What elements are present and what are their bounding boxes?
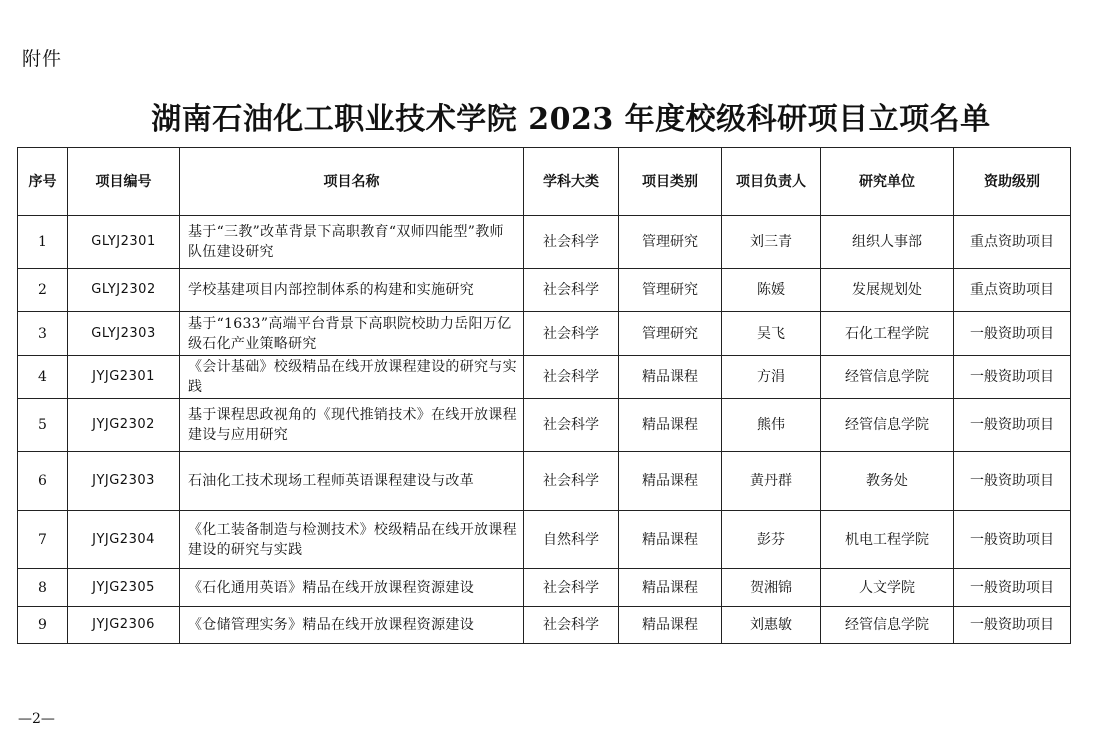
cell-code: GLYJ2301 <box>68 216 180 269</box>
cell-leader: 刘三青 <box>722 216 821 269</box>
cell-level: 一般资助项目 <box>954 607 1071 644</box>
cell-code: JYJG2302 <box>68 399 180 452</box>
cell-unit: 石化工程学院 <box>821 312 954 356</box>
cell-category: 精品课程 <box>619 511 722 569</box>
cell-leader: 吴飞 <box>722 312 821 356</box>
header-discipline: 学科大类 <box>524 148 619 216</box>
table-row <box>18 356 1071 399</box>
table-row <box>18 312 1071 356</box>
cell-no: 5 <box>18 399 68 452</box>
table-row <box>18 216 1071 269</box>
cell-discipline: 社会科学 <box>524 312 619 356</box>
cell-category: 管理研究 <box>619 216 722 269</box>
cell-no: 1 <box>18 216 68 269</box>
cell-no: 3 <box>18 312 68 356</box>
header-name: 项目名称 <box>180 148 524 216</box>
cell-no: 8 <box>18 569 68 607</box>
cell-code: GLYJ2302 <box>68 269 180 312</box>
cell-unit: 教务处 <box>821 452 954 511</box>
cell-level: 重点资助项目 <box>954 216 1071 269</box>
cell-leader: 贺湘锦 <box>722 569 821 607</box>
cell-name: 《仓储管理实务》精品在线开放课程资源建设 <box>180 607 524 644</box>
cell-unit: 经管信息学院 <box>821 356 954 399</box>
table-row <box>18 569 1071 607</box>
header-level: 资助级别 <box>954 148 1071 216</box>
cell-level: 一般资助项目 <box>954 356 1071 399</box>
cell-discipline: 社会科学 <box>524 356 619 399</box>
cell-level: 一般资助项目 <box>954 511 1071 569</box>
cell-no: 2 <box>18 269 68 312</box>
header-leader: 项目负责人 <box>722 148 821 216</box>
cell-unit: 组织人事部 <box>821 216 954 269</box>
cell-name: 基于课程思政视角的《现代推销技术》在线开放课程建设与应用研究 <box>180 399 524 452</box>
cell-no: 7 <box>18 511 68 569</box>
cell-name: 基于“三教”改革背景下高职教育“双师四能型”教师队伍建设研究 <box>180 216 524 269</box>
cell-leader: 黄丹群 <box>722 452 821 511</box>
cell-code: GLYJ2303 <box>68 312 180 356</box>
header-unit: 研究单位 <box>821 148 954 216</box>
cell-category: 精品课程 <box>619 356 722 399</box>
cell-category: 管理研究 <box>619 269 722 312</box>
cell-name: 基于“1633”高端平台背景下高职院校助力岳阳万亿级石化产业策略研究 <box>180 312 524 356</box>
cell-name: 《石化通用英语》精品在线开放课程资源建设 <box>180 569 524 607</box>
project-list-table <box>17 147 1071 644</box>
cell-code: JYJG2301 <box>68 356 180 399</box>
cell-code: JYJG2303 <box>68 452 180 511</box>
cell-level: 一般资助项目 <box>954 312 1071 356</box>
cell-discipline: 社会科学 <box>524 269 619 312</box>
attachment-label: 附件 <box>22 48 63 70</box>
cell-leader: 陈媛 <box>722 269 821 312</box>
page-title: 湖南石油化工职业技术学院 2023 年度校级科研项目立项名单 <box>151 102 991 137</box>
cell-discipline: 社会科学 <box>524 216 619 269</box>
cell-category: 精品课程 <box>619 399 722 452</box>
cell-no: 4 <box>18 356 68 399</box>
table-row <box>18 452 1071 511</box>
cell-code: JYJG2305 <box>68 569 180 607</box>
cell-discipline: 社会科学 <box>524 569 619 607</box>
cell-level: 一般资助项目 <box>954 399 1071 452</box>
cell-unit: 人文学院 <box>821 569 954 607</box>
cell-level: 重点资助项目 <box>954 269 1071 312</box>
header-no: 序号 <box>18 148 68 216</box>
table-row <box>18 399 1071 452</box>
cell-code: JYJG2306 <box>68 607 180 644</box>
cell-category: 管理研究 <box>619 312 722 356</box>
cell-name: 学校基建项目内部控制体系的构建和实施研究 <box>180 269 524 312</box>
cell-level: 一般资助项目 <box>954 569 1071 607</box>
table-header-row <box>18 148 1071 216</box>
cell-category: 精品课程 <box>619 452 722 511</box>
cell-name: 石油化工技术现场工程师英语课程建设与改革 <box>180 452 524 511</box>
cell-no: 6 <box>18 452 68 511</box>
cell-discipline: 社会科学 <box>524 607 619 644</box>
table-row <box>18 269 1071 312</box>
header-code: 项目编号 <box>68 148 180 216</box>
cell-leader: 刘惠敏 <box>722 607 821 644</box>
cell-unit: 经管信息学院 <box>821 607 954 644</box>
cell-name: 《化工装备制造与检测技术》校级精品在线开放课程建设的研究与实践 <box>180 511 524 569</box>
table-row <box>18 607 1071 644</box>
cell-unit: 经管信息学院 <box>821 399 954 452</box>
page-number: —2— <box>18 711 55 727</box>
cell-unit: 发展规划处 <box>821 269 954 312</box>
cell-unit: 机电工程学院 <box>821 511 954 569</box>
cell-leader: 熊伟 <box>722 399 821 452</box>
cell-discipline: 自然科学 <box>524 511 619 569</box>
cell-code: JYJG2304 <box>68 511 180 569</box>
cell-level: 一般资助项目 <box>954 452 1071 511</box>
cell-leader: 方涓 <box>722 356 821 399</box>
cell-category: 精品课程 <box>619 569 722 607</box>
cell-discipline: 社会科学 <box>524 399 619 452</box>
cell-leader: 彭芬 <box>722 511 821 569</box>
cell-no: 9 <box>18 607 68 644</box>
table-row <box>18 511 1071 569</box>
header-category: 项目类别 <box>619 148 722 216</box>
cell-name: 《会计基础》校级精品在线开放课程建设的研究与实践 <box>180 356 524 399</box>
cell-discipline: 社会科学 <box>524 452 619 511</box>
cell-category: 精品课程 <box>619 607 722 644</box>
